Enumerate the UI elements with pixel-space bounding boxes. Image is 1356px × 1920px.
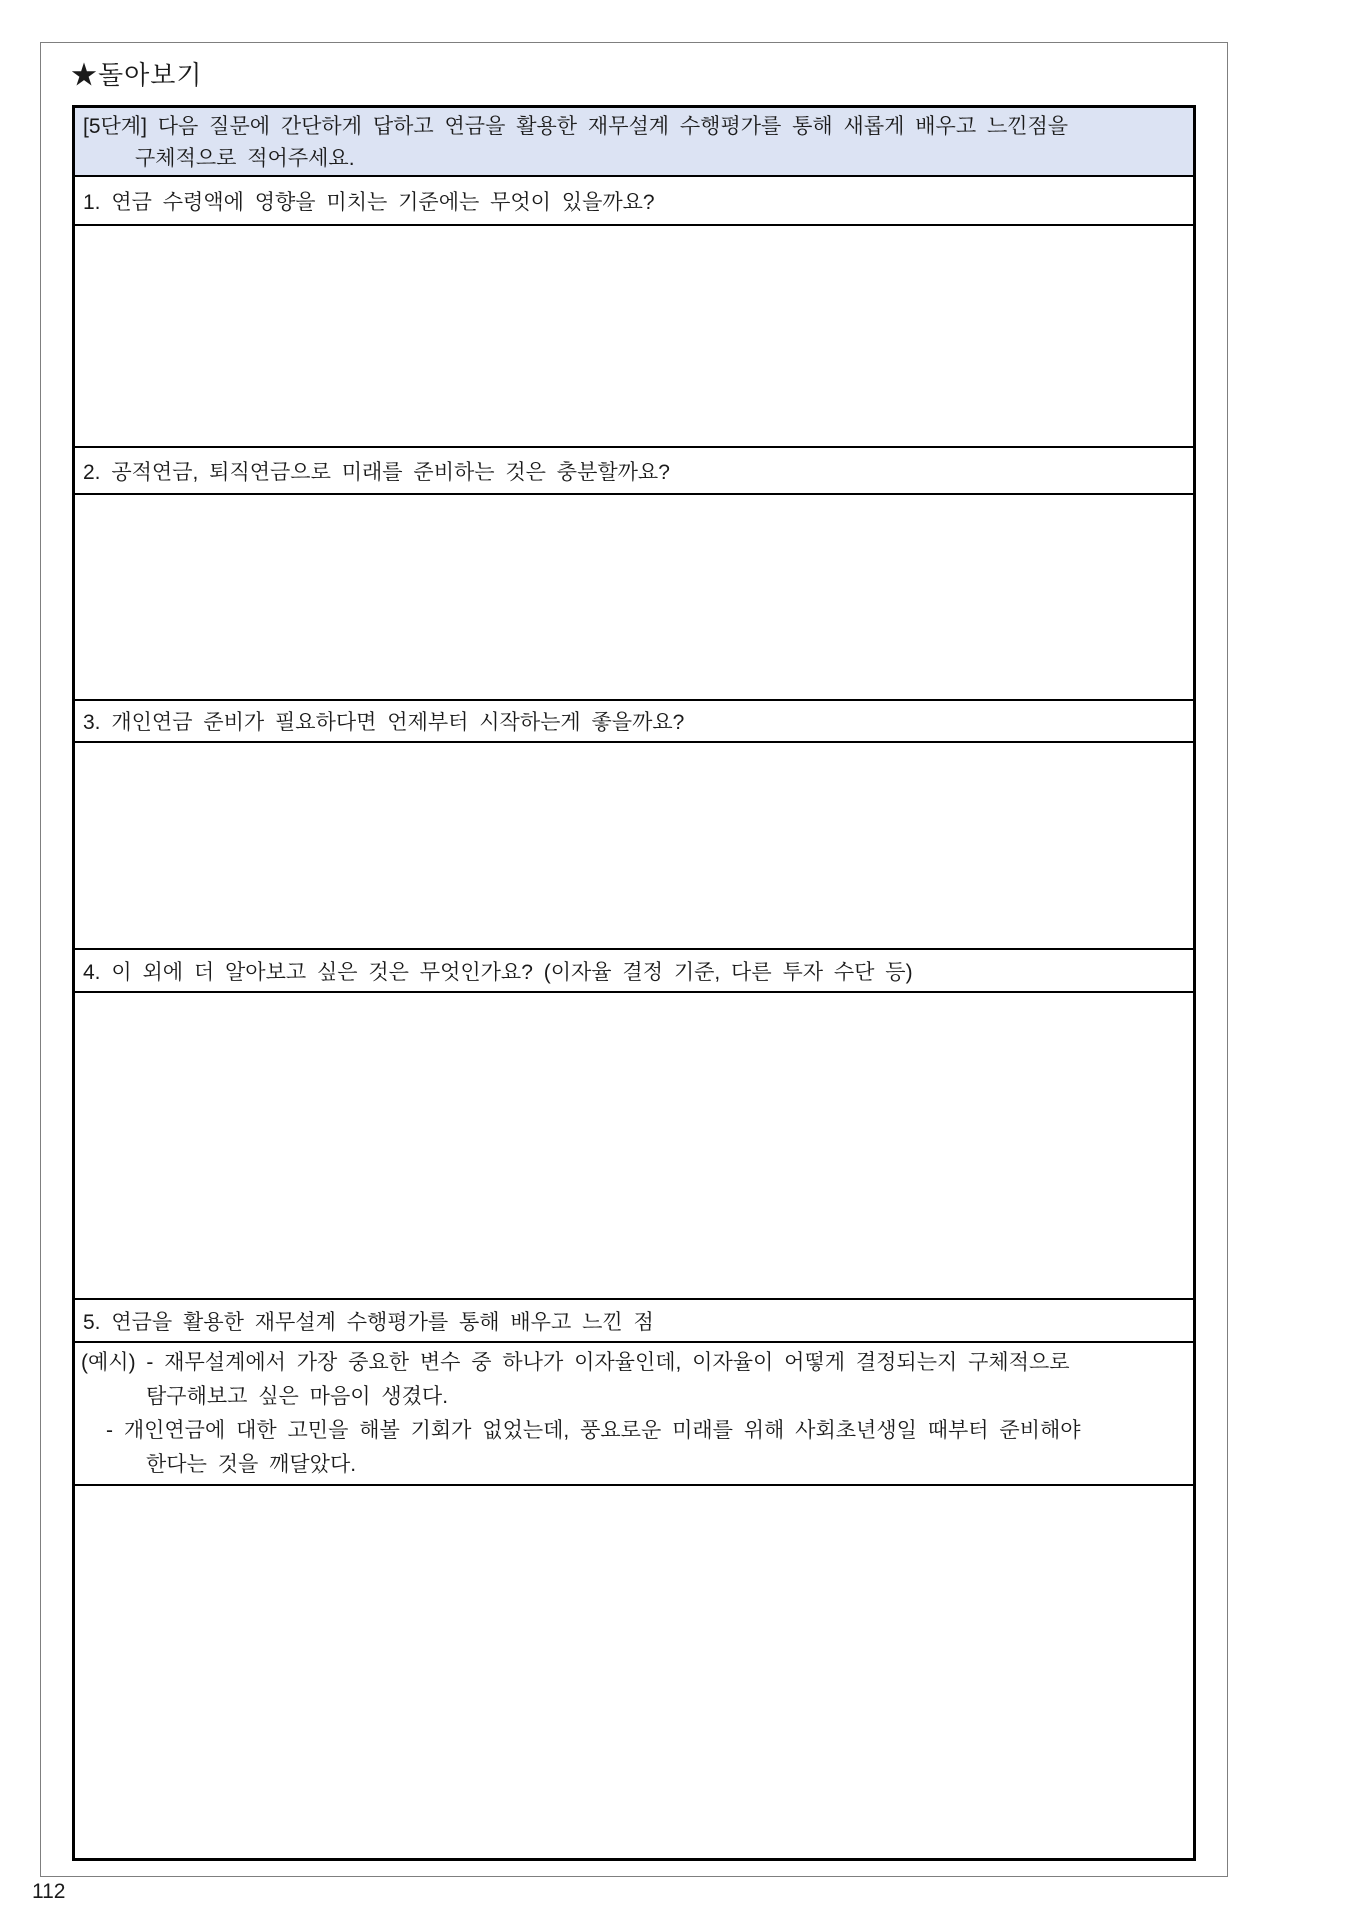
question-1-answer-box bbox=[75, 226, 1193, 448]
instruction-header bbox=[75, 108, 1193, 177]
question-3-label: 3. 개인연금 준비가 필요하다면 언제부터 시작하는게 좋을까요? bbox=[75, 701, 1193, 743]
section-title: ★돌아보기 bbox=[71, 60, 203, 90]
question-5-label: 5. 연금을 활용한 재무설계 수행평가를 통해 배우고 느낀 점 bbox=[75, 1300, 1193, 1343]
page-number: 112 bbox=[32, 1880, 66, 1903]
question-2-answer-box bbox=[75, 495, 1193, 701]
example-text bbox=[75, 1343, 1193, 1486]
example-line-3: - 개인연금에 대한 고민을 해볼 기회가 없었는데, 풍요로운 미래를 위해 사회초년생일 때부터 준비해야 bbox=[106, 1419, 1081, 1442]
example-line-4: 한다는 것을 깨달았다. bbox=[146, 1453, 357, 1476]
question-2-label: 2. 공적연금, 퇴직연금으로 미래를 준비하는 것은 충분할까요? bbox=[75, 448, 1193, 495]
instruction-line-1: [5단계] 다음 질문에 간단하게 답하고 연금을 활용한 재무설계 수행평가를 통해 새롭게 배우고 느낀점을 bbox=[83, 115, 1069, 138]
worksheet-table bbox=[72, 105, 1196, 1861]
example-line-1: (예시) - 재무설계에서 가장 중요한 변수 중 하나가 이자율인데, 이자율이 어떻게 결정되는지 구체적으로 bbox=[81, 1351, 1070, 1374]
question-4-label: 4. 이 외에 더 알아보고 싶은 것은 무엇인가요? (이자율 결정 기준, 다른 투자 수단 등) bbox=[75, 950, 1193, 993]
example-line-2: 탐구해보고 싶은 마음이 생겼다. bbox=[146, 1385, 449, 1408]
page-frame bbox=[40, 42, 1228, 1877]
instruction-line-2: 구체적으로 적어주세요. bbox=[135, 147, 355, 170]
question-4-answer-box bbox=[75, 993, 1193, 1300]
question-3-answer-box bbox=[75, 743, 1193, 950]
question-5-answer-box bbox=[75, 1486, 1193, 1858]
question-1-label: 1. 연금 수령액에 영향을 미치는 기준에는 무엇이 있을까요? bbox=[75, 177, 1193, 226]
